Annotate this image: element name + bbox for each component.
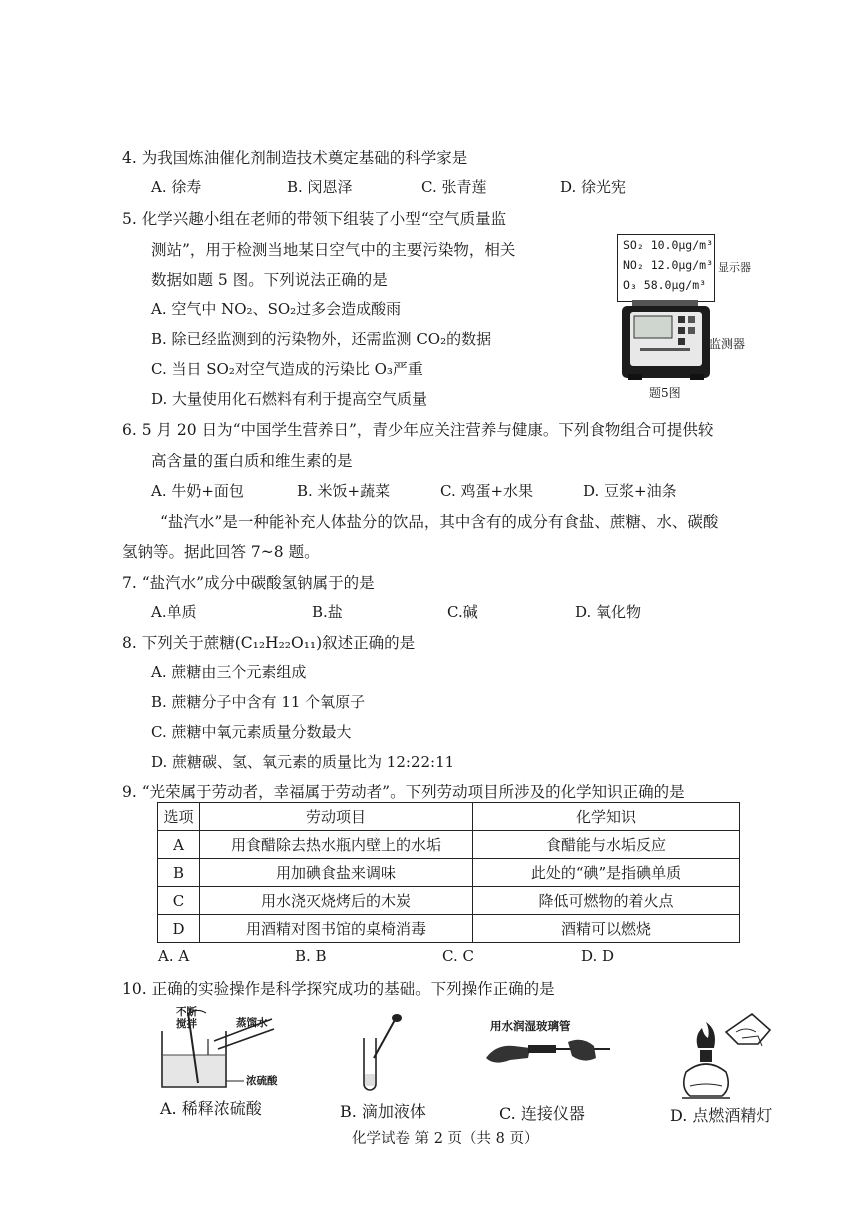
- table-cell: 用加碘食盐来调味: [200, 859, 473, 887]
- q10-option-a: A. 稀释浓硫酸: [160, 1099, 262, 1118]
- q9-option-d: D. D: [581, 947, 615, 965]
- page-footer: 化学试卷 第 2 页（共 8 页）: [352, 1131, 539, 1147]
- q10-option-b: B. 滴加液体: [340, 1102, 426, 1121]
- q7-stem: 7. “盐汽水”成分中碳酸氢钠属于的是: [122, 574, 375, 592]
- intro-line-2: 氢钠等。据此回答 7~8 题。: [122, 543, 320, 561]
- monitor-label: 监测器: [709, 337, 746, 351]
- label-wet-glass-tube: 用水润湿玻璃管: [490, 1019, 571, 1033]
- q5-stem-1: 5. 化学兴趣小组在老师的带领下组装了小型“空气质量监: [122, 210, 507, 228]
- display-no2: NO₂ 12.0μg/m³: [623, 258, 714, 272]
- table-cell: 食醋能与水垢反应: [473, 831, 740, 859]
- q4-option-c: C. 张青莲: [421, 178, 487, 196]
- label-stir-2: 搅拌: [176, 1018, 197, 1030]
- table-cell: 降低可燃物的着火点: [473, 887, 740, 915]
- q4-option-a: A. 徐寿: [151, 178, 202, 196]
- q4-option-b: B. 闵恩泽: [287, 178, 353, 196]
- table-cell: B: [158, 859, 200, 887]
- table-cell: 用酒精对图书馆的桌椅消毒: [200, 915, 473, 943]
- label-conc-acid: 浓硫酸: [246, 1075, 278, 1087]
- q6-option-a: A. 牛奶+面包: [151, 482, 244, 500]
- q9-option-a: A. A: [158, 947, 190, 965]
- label-distilled-water: 蒸馏水: [236, 1017, 268, 1029]
- q4-option-d: D. 徐光宪: [560, 178, 627, 196]
- table-row: [158, 887, 740, 915]
- q6-option-c: C. 鸡蛋+水果: [440, 482, 534, 500]
- table-header-task: 劳动项目: [200, 803, 473, 831]
- table-cell: 用水浇灭烧烤后的木炭: [200, 887, 473, 915]
- q5-option-d: D. 大量使用化石燃料有利于提高空气质量: [151, 390, 428, 408]
- table-header-option: 选项: [158, 803, 200, 831]
- display-so2: SO₂ 10.0μg/m³: [623, 238, 714, 252]
- q8-option-b: B. 蔗糖分子中含有 11 个氧原子: [151, 693, 366, 711]
- q9-table: [157, 802, 740, 943]
- label-stir-1: 不断: [176, 1006, 197, 1018]
- q4-stem: 4. 为我国炼油催化剂制造技术奠定基础的科学家是: [122, 149, 468, 167]
- q5-stem-2: 测站”，用于检测当地某日空气中的主要污染物，相关: [151, 241, 516, 259]
- q9-option-c: C. C: [442, 947, 474, 965]
- q8-option-c: C. 蔗糖中氧元素质量分数最大: [151, 723, 352, 741]
- q7-option-a: A.单质: [151, 603, 197, 621]
- table-header-row: [158, 803, 740, 831]
- monitor-display-box: [617, 234, 715, 302]
- table-cell: 此处的“碘”是指碘单质: [473, 859, 740, 887]
- figure-caption: 题5图: [649, 386, 681, 400]
- table-cell: D: [158, 915, 200, 943]
- q8-option-d: D. 蔗糖碳、氢、氧元素的质量比为 12:22:11: [151, 753, 455, 771]
- q8-stem: 8. 下列关于蔗糖(C₁₂H₂₂O₁₁)叙述正确的是: [122, 634, 416, 652]
- intro-line-1: “盐汽水”是一种能补充人体盐分的饮品，其中含有的成分有食盐、蔗糖、水、碳酸: [160, 513, 719, 531]
- q6-option-d: D. 豆浆+油条: [583, 482, 677, 500]
- table-cell: 用食醋除去热水瓶内壁上的水垢: [200, 831, 473, 859]
- q7-option-b: B.盐: [312, 603, 343, 621]
- q8-option-a: A. 蔗糖由三个元素组成: [151, 663, 307, 681]
- q9-option-b: B. B: [295, 947, 327, 965]
- q5-stem-3: 数据如题 5 图。下列说法正确的是: [151, 271, 388, 289]
- connecting-tube-image: [480, 1032, 620, 1068]
- table-cell: C: [158, 887, 200, 915]
- q10-stem: 10. 正确的实验操作是科学探究成功的基础。下列操作正确的是: [122, 980, 555, 998]
- q10-option-c: C. 连接仪器: [499, 1104, 585, 1123]
- table-header-knowledge: 化学知识: [473, 803, 740, 831]
- display-label: 显示器: [718, 261, 751, 274]
- q5-option-b: B. 除已经监测到的污染物外，还需监测 CO₂的数据: [151, 330, 492, 348]
- q5-option-c: C. 当日 SO₂对空气造成的污染比 O₃严重: [151, 360, 423, 378]
- monitor-device-image: [620, 300, 712, 382]
- q9-stem: 9. “光荣属于劳动者，幸福属于劳动者”。下列劳动项目所涉及的化学知识正确的是: [122, 783, 685, 801]
- q6-stem-1: 6. 5 月 20 日为“中国学生营养日”，青少年应关注营养与健康。下列食物组合可提供较: [122, 421, 714, 439]
- alcohol-lamp-image: [676, 1010, 776, 1102]
- q6-stem-2: 高含量的蛋白质和维生素的是: [151, 452, 353, 470]
- display-o3: O₃ 58.0μg/m³: [623, 278, 707, 292]
- table-row: [158, 859, 740, 887]
- table-row: [158, 915, 740, 943]
- dropper-test-tube-image: [350, 1014, 410, 1094]
- table-row: [158, 831, 740, 859]
- q6-option-b: B. 米饭+蔬菜: [297, 482, 391, 500]
- q7-option-d: D. 氧化物: [575, 603, 642, 621]
- q10-option-d: D. 点燃酒精灯: [670, 1106, 773, 1125]
- q7-option-c: C.碱: [447, 603, 478, 621]
- table-cell: 酒精可以燃烧: [473, 915, 740, 943]
- q5-option-a: A. 空气中 NO₂、SO₂过多会造成酸雨: [151, 300, 402, 318]
- table-cell: A: [158, 831, 200, 859]
